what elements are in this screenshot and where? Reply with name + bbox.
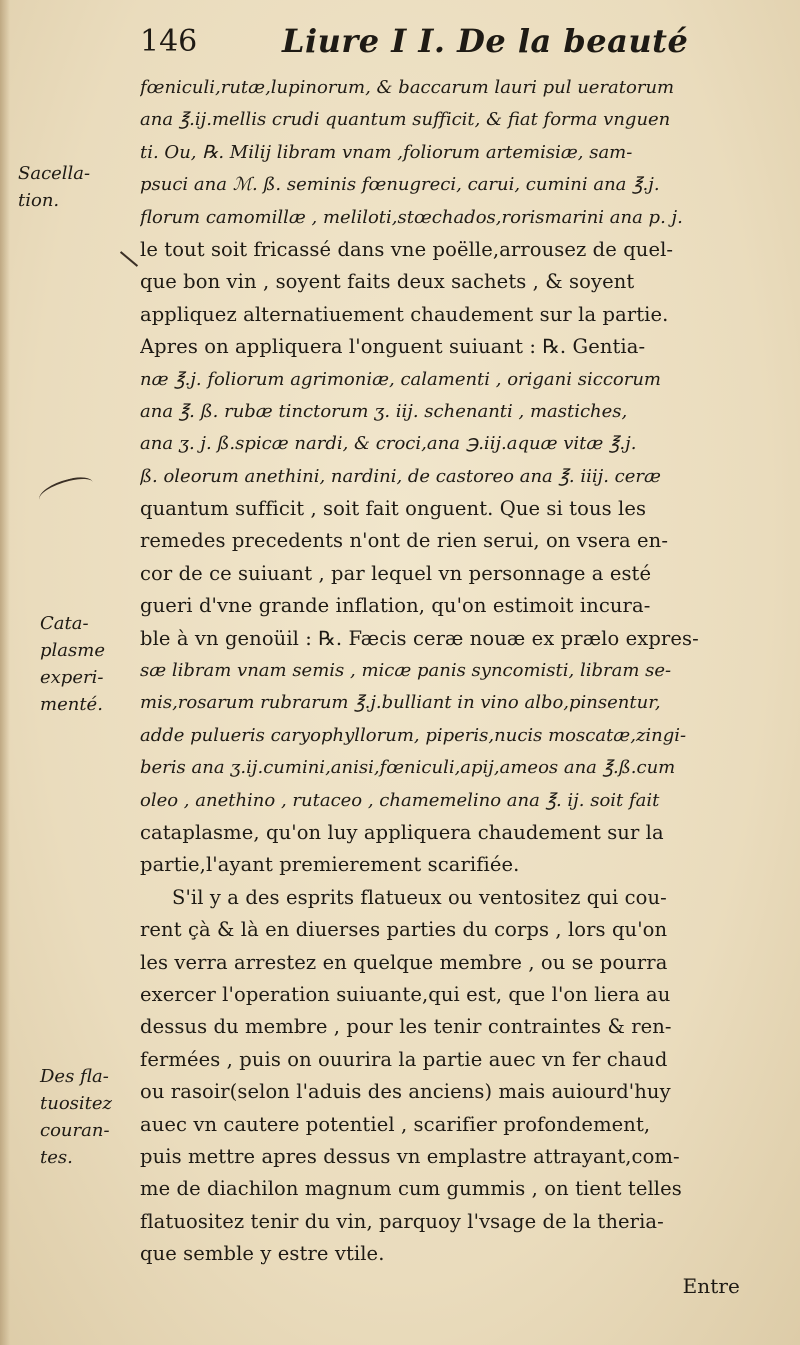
text-line: sæ libram vnam semis , micæ panis syncomisti, libram se- (140, 660, 672, 682)
text-line: fermées , puis on ouurira la partie auec vn fer chaud (140, 1047, 668, 1071)
text-line: oleo , anethino , rutaceo , chamemelino ana ℥. ij. soit fait (140, 789, 660, 811)
text-line: rent çà & là en diuerses parties du corps , lors qu'on (140, 918, 668, 942)
margin-note-line: tuositez (40, 1093, 113, 1114)
text-line: fœniculi,rutæ,lupinorum, & baccarum lauri pul ueratorum (140, 77, 675, 98)
text-line: S'il y a des esprits flatueux ou ventositez qui cou- (172, 885, 667, 909)
margin-note-flatuositez (40, 1063, 150, 1171)
text-line: partie,l'ayant premierement scarifiée. (140, 853, 520, 877)
text-line: puis mettre apres dessus vn emplastre attrayant,com- (140, 1144, 680, 1168)
page-number: 146 (140, 24, 198, 59)
margin-note-line: experi- (40, 667, 104, 688)
text-line: florum camomillæ , meliloti,stœchados,rorismarini ana p. j. (140, 206, 683, 228)
text-line: beris ana ʒ.ij.cumini,anisi,fœniculi,apij,ameos ana ℥.ß.cum (140, 757, 676, 779)
text-line: quantum sufficit , soit fait onguent. Que si tous les (140, 497, 647, 521)
running-title: Liure I I. De la beauté (282, 22, 689, 60)
text-line: le tout soit fricassé dans vne poëlle,arrousez de quel- (140, 237, 674, 261)
text-line: auec vn cautere potentiel , scarifier profondement, (140, 1112, 651, 1136)
margin-note-line: tes. (40, 1147, 73, 1168)
text-line: ana ʒ. j. ß.spicæ nardi, & croci,ana ℈.iij.aquæ vitæ ℥.j. (140, 433, 637, 455)
text-line: ti. Ou, ℞. Milij libram vnam ,foliorum artemisiæ, sam- (140, 141, 633, 163)
text-line: ana ℥. ß. rubæ tinctorum ʒ. iij. schenanti , mastiches, (140, 400, 628, 422)
margin-note-line: plasme (40, 640, 105, 661)
margin-note-sacellation (18, 160, 128, 214)
text-line: que semble y estre vtile. (140, 1242, 385, 1266)
margin-note-cataplasme (40, 610, 150, 718)
text-line: exercer l'operation suiuante,qui est, que l'on liera au (140, 982, 671, 1006)
page-header (140, 22, 740, 66)
text-line: psuci ana ℳ. ß. seminis fœnugreci, carui, cumini ana ℥.j. (140, 174, 660, 196)
text-line: que bon vin , soyent faits deux sachets , & soyent (140, 270, 635, 294)
text-line: næ ℥.j. foliorum agrimoniæ, calamenti , origani siccorum (140, 368, 661, 390)
text-line: dessus du membre , pour les tenir contraintes & ren- (140, 1015, 672, 1039)
text-line: appliquez alternatiuement chaudement sur la partie. (140, 302, 669, 326)
ink-mark (120, 251, 138, 267)
text-line: flatuositez tenir du vin, parquoy l'vsage de la theria- (140, 1209, 664, 1233)
text-line: ana ℥.ij.mellis crudi quantum sufficit, & fiat forma vnguen (140, 109, 671, 131)
text-line: ß. oleorum anethini, nardini, de castoreo ana ℥. iiij. ceræ (140, 465, 661, 487)
text-line: cataplasme, qu'on luy appliquera chaudement sur la (140, 820, 664, 844)
margin-note-line: Sacella- (18, 163, 91, 184)
margin-note-line: Des fla- (40, 1066, 109, 1087)
text-line: cor de ce suiuant , par lequel vn personnage a esté (140, 561, 652, 585)
text-line: gueri d'vne grande inflation, qu'on estimoit incura- (140, 594, 651, 618)
body-text (140, 72, 752, 1303)
text-line: ou rasoir(selon l'aduis des anciens) mais auiourd'huy (140, 1080, 671, 1104)
text-line: les verra arrestez en quelque membre , ou se pourra (140, 950, 668, 974)
text-line: Apres on appliquera l'onguent suiuant : ℞. Gentia- (140, 335, 646, 359)
ink-mark (36, 474, 96, 509)
text-line: me de diachilon magnum cum gummis , on tient telles (140, 1177, 682, 1201)
margin-note-line: couran- (40, 1120, 110, 1141)
page-edge-shadow (0, 0, 10, 1345)
margin-note-line: menté. (40, 694, 103, 715)
margin-note-line: tion. (18, 190, 60, 211)
text-line: adde pulueris caryophyllorum, piperis,nucis moscatæ,zingi- (140, 724, 687, 746)
catchword: Entre (682, 1274, 740, 1299)
text-line: ble à vn genoüil : ℞. Fæcis ceræ nouæ ex prælo expres- (140, 626, 699, 650)
text-line: mis,rosarum rubrarum ℥.j.bulliant in vino albo,pinsentur, (140, 692, 661, 714)
margin-note-line: Cata- (40, 613, 89, 634)
text-line: remedes precedents n'ont de rien serui, on vsera en- (140, 529, 669, 553)
